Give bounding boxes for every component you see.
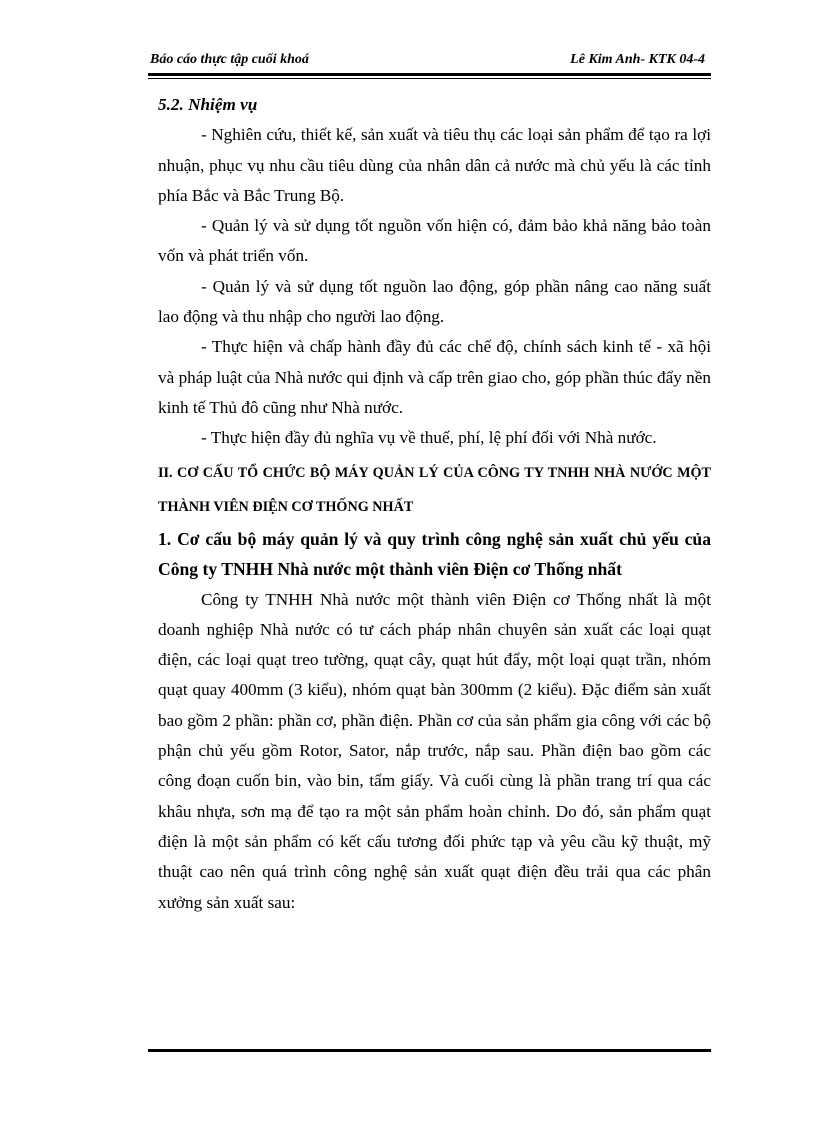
- header-rule: [148, 73, 711, 76]
- section-1-heading: 1. Cơ cấu bộ máy quản lý và quy trình công nghệ sản xuất chủ yếu của Công ty TNHH Nhà nước một thành viên Điện cơ Thống nhất: [158, 528, 711, 580]
- header-rule-thin: [148, 78, 711, 79]
- section-II-heading: II. CƠ CẤU TỔ CHỨC BỘ MÁY QUẢN LÝ CỦA CÔNG TY TNHH NHÀ NƯỚC MỘT THÀNH VIÊN ĐIỆN CƠ THỐNG NHẤT: [158, 464, 711, 515]
- footer-rule: [148, 1049, 711, 1052]
- page-header: [148, 50, 711, 72]
- header-author: Lê Kim Anh- KTK 04-4: [570, 52, 705, 67]
- duty-item-1: - Nghiên cứu, thiết kế, sản xuất và tiêu thụ các loại sản phẩm để tạo ra lợi nhuận, phục vụ nhu cầu tiêu dùng của nhân dân cả nước mà chủ yếu là các tỉnh phía Bắc và Bắc Trung Bộ.: [158, 125, 711, 205]
- page-body: [158, 90, 711, 918]
- duty-item-2: - Quản lý và sử dụng tốt nguồn vốn hiện có, đảm bảo khả năng bảo toàn vốn và phát triển vốn.: [158, 216, 711, 266]
- duty-item-3: - Quản lý và sử dụng tốt nguồn lao động, góp phần nâng cao năng suất lao động và thu nhập cho người lao động.: [158, 276, 711, 327]
- section-5-2-heading: 5.2. Nhiệm vụ: [158, 95, 258, 114]
- header-report-title: Báo cáo thực tập cuối khoá: [150, 52, 309, 67]
- duty-item-4: - Thực hiện và chấp hành đầy đủ các chế độ, chính sách kinh tế - xã hội và pháp luật của Nhà nước qui định và cấp trên giao cho, góp phần thúc đẩy nền kinh tế Thủ đô cũng như Nhà nước.: [158, 337, 711, 417]
- section-1-body: Công ty TNHH Nhà nước một thành viên Điện cơ Thống nhất là một doanh nghiệp Nhà nước có tư cách pháp nhân chuyên sản xuất các loại quạt điện, các loại quạt treo tường, quạt cây, quạt hút đẩy, một loại quạt trần, nhóm quạt quay 400mm (3 kiểu), nhóm quạt bàn 300mm (2 kiểu). Đặc điểm sản xuất bao gồm 2 phần: phần cơ, phần điện. Phần cơ của sản phẩm gia công với các bộ phận chủ yếu gồm Rotor, Sator, nắp trước, nắp sau. Phần điện bao gồm các công đoạn cuốn bin, vào bin, tẩm giấy. Và cuối cùng là phần trang trí qua các khâu nhựa, sơn mạ để tạo ra một sản phẩm hoàn chỉnh. Do đó, sản phẩm quạt điện là một sản phẩm có kết cấu tương đối phức tạp và yêu cầu kỹ thuật, mỹ thuật cao nên quá trình công nghệ sản xuất quạt điện đều trải qua các phân xưởng sản xuất sau:: [158, 589, 711, 912]
- duty-item-5: - Thực hiện đầy đủ nghĩa vụ về thuế, phí, lệ phí đối với Nhà nước.: [201, 428, 657, 448]
